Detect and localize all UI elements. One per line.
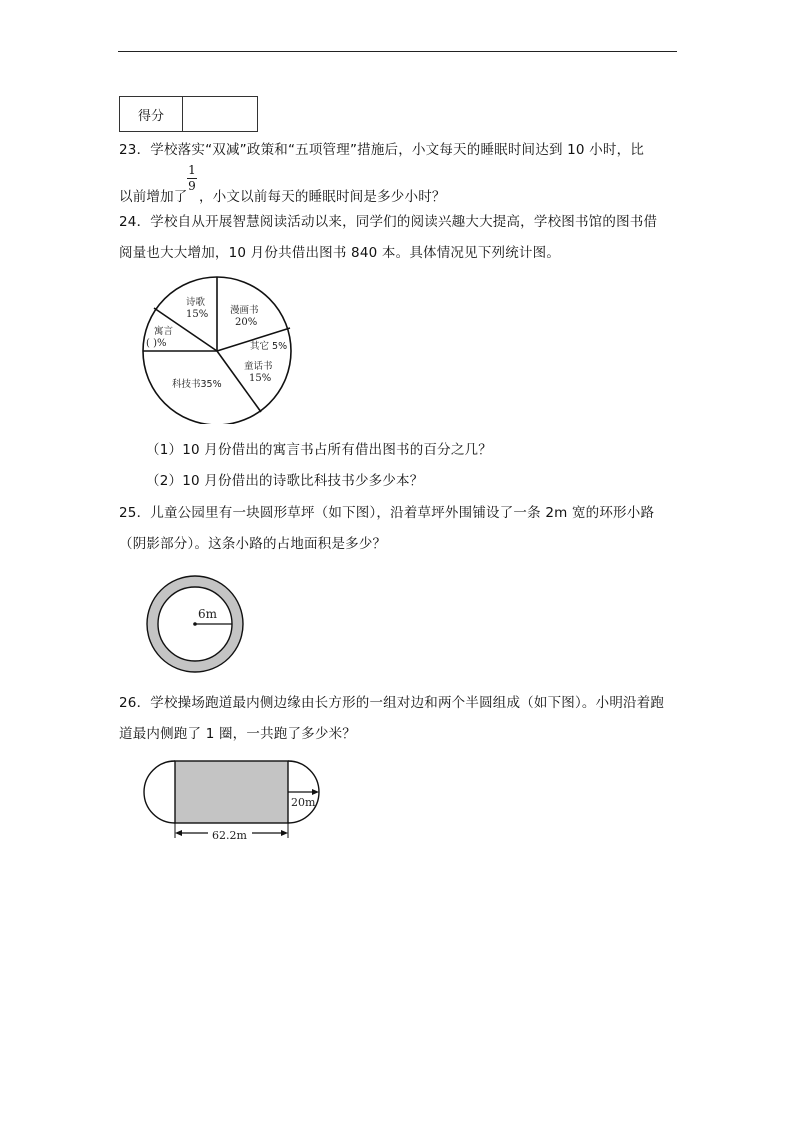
pie-chart: [138, 272, 298, 424]
radius-label: 6m: [198, 607, 218, 621]
q23-line2-suffix: ，小文以前每天的睡眠时间是多少小时？: [199, 189, 446, 205]
pie-label-tonghua: 童话书: [244, 361, 273, 372]
q26-line1: 26．学校操场跑道最内侧边缘由长方形的一组对边和两个半圆组成（如下图）。小明沿着跑: [119, 695, 665, 711]
track-length-label: 62.2m: [212, 829, 247, 842]
fraction-denominator: 9: [188, 179, 196, 193]
track-radius-label: 20m: [291, 796, 316, 809]
track-diagram: [140, 756, 340, 844]
q23-line2-prefix: 以前增加了: [119, 189, 188, 205]
pie-label-shige: 诗歌: [186, 297, 206, 308]
pie-label-qita: 其它 5%: [250, 341, 288, 352]
pie-label-yuyan: 寓言: [154, 326, 174, 337]
q25-line1: 25．儿童公园里有一块圆形草坪（如下图），沿着草坪外围铺设了一条 2m 宽的环形小路: [119, 505, 655, 521]
score-table: [119, 96, 258, 132]
q24-line1: 24．学校自从开展智慧阅读活动以来，同学们的阅读兴趣大大提高，学校图书馆的图书借: [119, 214, 658, 230]
score-value-cell: [183, 97, 258, 132]
q26-line2: 道最内侧跑了 1 圈，一共跑了多少米？: [119, 726, 356, 742]
pie-label-manhua: 漫画书: [230, 305, 259, 316]
q23-line1: 23．学校落实“双减”政策和“五项管理”措施后，小文每天的睡眠时间达到 10 小时，比: [119, 142, 645, 158]
pie-pct-tonghua: 15%: [249, 373, 272, 384]
ring-diagram: [144, 573, 246, 675]
pie-pct-manhua: 20%: [235, 317, 258, 328]
pie-pct-yuyan: ( )%: [146, 338, 167, 349]
q23-fraction: [187, 164, 197, 193]
header-rule: [118, 51, 677, 52]
fraction-numerator: 1: [188, 163, 196, 177]
pie-label-keji: 科技书35%: [172, 379, 222, 390]
q24-line2: 阅量也大大增加，10 月份共借出图书 840 本。具体情况见下列统计图。: [119, 245, 561, 261]
q24-sub1: （1）10 月份借出的寓言书占所有借出图书的百分之几？: [146, 442, 492, 458]
q24-sub2: （2）10 月份借出的诗歌比科技书少多少本？: [146, 473, 424, 489]
score-label: 得分: [120, 97, 183, 132]
q25-line2: （阴影部分）。这条小路的占地面积是多少？: [119, 536, 387, 552]
pie-pct-shige: 15%: [186, 309, 209, 320]
